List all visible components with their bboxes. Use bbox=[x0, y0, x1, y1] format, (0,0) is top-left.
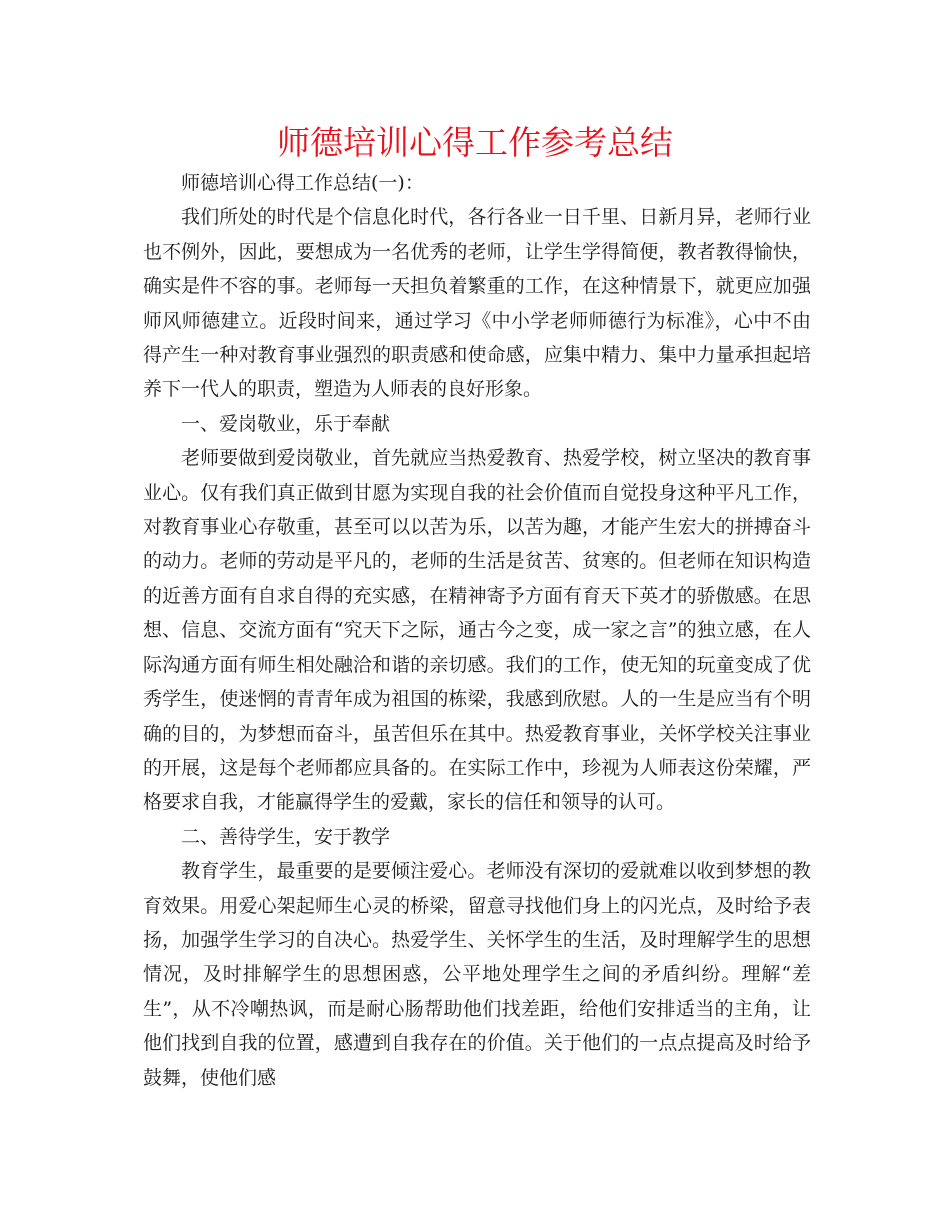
paragraph-section-2: 教育学生，最重要的是要倾注爱心。老师没有深切的爱就难以收到梦想的教育效果。用爱心架起师生心灵的桥梁，留意寻找他们身上的闪光点，及时给予表扬，加强学生学习的自决心。热爱学生、关怀学生的生活，及时理解学生的思想情况，及时排解学生的思想困惑，公平地处理学生之间的矛盾纠纷。理解“差生”，从不冷嘲热讽，而是耐心肠帮助他们找差距，给他们安排适当的主角，让他们找到自我的位置，感遭到自我存在的价值。关于他们的一点点提高及时给予鼓舞，使他们感 bbox=[143, 860, 811, 1089]
section-heading-1: 一、爱岗敬业，乐于奉献 bbox=[181, 412, 391, 435]
paragraph-intro: 我们所处的时代是个信息化时代，各行各业一日千里、日新月异，老师行业也不例外，因此，要想成为一名优秀的老师，让学生学得简便，教者教得愉快，确实是件不容的事。老师每一天担负着繁重的工作，在这种情景下，就更应加强师风师德建立。近段时间来，通过学习《中小学老师师德行为标准》，心中不由得产生一种对教育事业强烈的职责感和使命感，应集中精力、集中力量承担起培养下一代人的职责，塑造为人师表的良好形象。 bbox=[143, 206, 811, 401]
paragraph-section-1: 老师要做到爱岗敬业，首先就应当热爱教育、热爱学校，树立坚决的教育事业心。仅有我们真正做到甘愿为实现自我的社会价值而自觉投身这种平凡工作，对教育事业心存敬重，甚至可以以苦为乐，以苦为趣，才能产生宏大的拼搏奋斗的动力。老师的劳动是平凡的，老师的生活是贫苦、贫寒的。但老师在知识构造的近善方面有自求自得的充实感，在精神寄予方面有育天下英才的骄傲感。在思想、信息、交流方面有“究天下之际，通古今之变，成一家之言”的独立感，在人际沟通方面有师生相处融洽和谐的亲切感。我们的工作，使无知的玩童变成了优秀学生，使迷惘的青青年成为祖国的栋梁，我感到欣慰。人的一生是应当有个明确的目的，为梦想而奋斗，虽苦但乐在其中。热爱教育事业，关怀学校关注事业的开展，这是每个老师都应具备的。在实际工作中，珍视为人师表这份荣耀，严格要求自我，才能赢得学生的爱戴，家长的信任和领导的认可。 bbox=[143, 447, 811, 814]
paragraph-subtitle: 师德培训心得工作总结(一)： bbox=[181, 172, 424, 194]
section-heading-2: 二、善待学生，安于教学 bbox=[181, 825, 391, 848]
document-title: 师德培训心得工作参考总结 bbox=[277, 123, 673, 162]
document-body bbox=[143, 166, 811, 1095]
